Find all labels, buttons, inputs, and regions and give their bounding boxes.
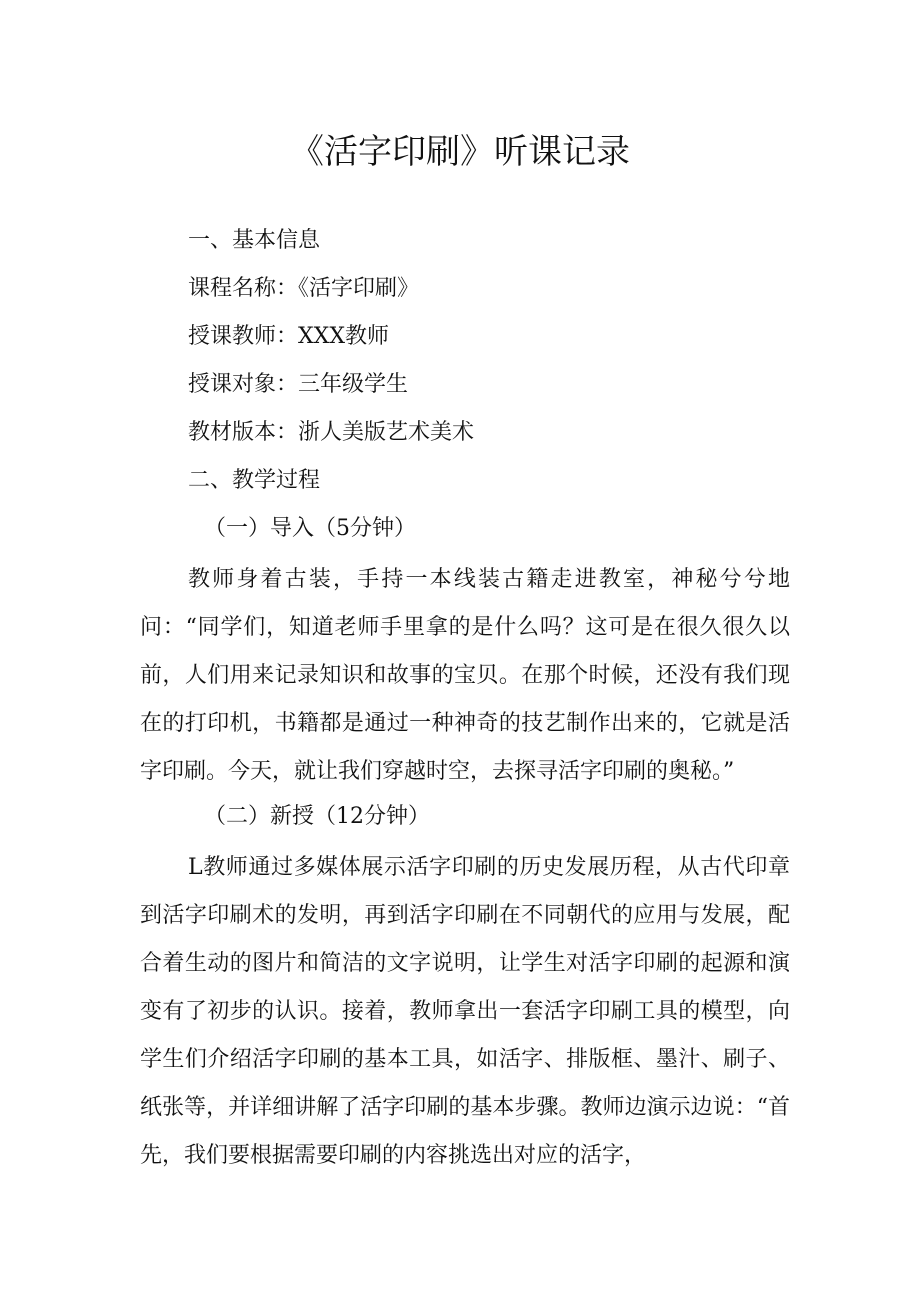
textbook-line: 教材版本：浙人美版艺术美术 (188, 420, 475, 445)
subsection-heading-new-lesson: （二）新授（12分钟） (204, 804, 430, 829)
teacher-line: 授课教师：XXX教师 (188, 324, 389, 349)
audience-line: 授课对象：三年级学生 (188, 372, 409, 397)
section-heading-basic-info: 一、基本信息 (188, 228, 321, 253)
subsection-heading-intro: （一）导入（5分钟） (204, 516, 416, 541)
document-title: 《活字印刷》听课记录 (290, 132, 630, 172)
intro-paragraph: 教师身着古装，手持一本线装古籍走进教室，神秘兮兮地问：“同学们，知道老师手里拿的是什么吗？这可是在很久很久以前，人们用来记录知识和故事的宝贝。在那个时候，还没有我们现在的打印机，书籍都是通过一种神奇的技艺制作出来的，它就是活字印刷。今天，就让我们穿越时空，去探寻活字印刷的奥秘。” (140, 567, 790, 784)
new-lesson-paragraph: L教师通过多媒体展示活字印刷的历史发展历程，从古代印章到活字印刷术的发明，再到活字印刷在不同朝代的应用与发展，配合着生动的图片和简洁的文字说明，让学生对活字印刷的起源和演变有了初步的认识。接着，教师拿出一套活字印刷工具的模型，向学生们介绍活字印刷的基本工具，如活字、排版框、墨汁、刷子、纸张等，并详细讲解了活字印刷的基本步骤。教师边演示边说：“首先，我们要根据需要印刷的内容挑选出对应的活字， (140, 855, 790, 1168)
course-name-line: 课程名称：《活字印刷》 (188, 276, 420, 301)
section-heading-teaching-process: 二、教学过程 (188, 468, 321, 493)
